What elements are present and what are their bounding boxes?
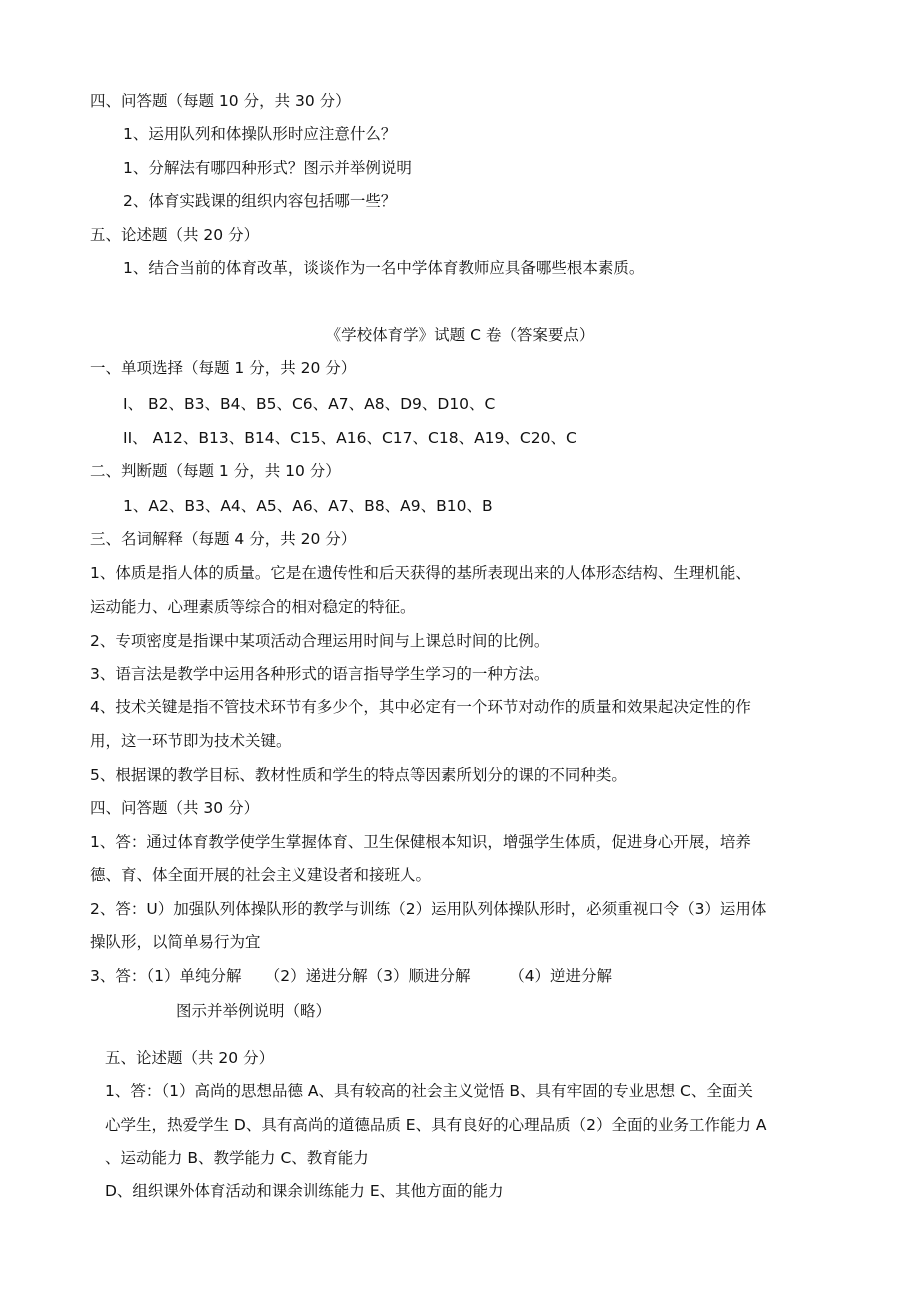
- answer-line: 2、答：U）加强队列体操队形的教学与训练（2）运用队列体操队形时，必须重视口令（3）运用体: [90, 900, 767, 918]
- question-line: 1、结合当前的体育改革，谈谈作为一名中学体育教师应具备哪些根本素质。: [123, 259, 645, 277]
- question-line: 1、分解法有哪四种形式？图示并举例说明: [123, 159, 412, 177]
- section-heading: 五、论述题（共 20 分）: [105, 1049, 275, 1067]
- answer-line: II、 A12、B13、B14、C15、A16、C17、C18、A19、C20、C: [123, 429, 577, 447]
- answer-line: 用，这一环节即为技术关键。: [90, 732, 292, 750]
- answer-line: 运动能力、心理素质等综合的相对稳定的特征。: [90, 598, 416, 616]
- answer-line: 操队形，以简单易行为宜: [90, 933, 261, 951]
- answer-key-title: 《学校体育学》试题 C 卷（答案要点）: [325, 326, 595, 344]
- answer-line: 3、语言法是教学中运用各种形式的语言指导学生学习的一种方法。: [90, 665, 550, 683]
- section-heading: 一、单项选择（每题 1 分，共 20 分）: [90, 359, 357, 377]
- section-heading: 三、名词解释（每题 4 分，共 20 分）: [90, 530, 357, 548]
- answer-line: D、组织课外体育活动和课余训练能力 E、其他方面的能力: [105, 1182, 504, 1200]
- answer-line: 2、专项密度是指课中某项活动合理运用时间与上课总时间的比例。: [90, 632, 550, 650]
- section-heading: 五、论述题（共 20 分）: [90, 226, 260, 244]
- answer-line: 1、答：（1）高尚的思想品德 A、具有较高的社会主义觉悟 B、具有牢固的专业思想 C、全面关: [105, 1082, 753, 1100]
- section-heading: 二、判断题（每题 1 分，共 10 分）: [90, 462, 341, 480]
- answer-line: 5、根据课的教学目标、教材性质和学生的特点等因素所划分的课的不同种类。: [90, 766, 627, 784]
- answer-line: 德、育、体全面开展的社会主义建设者和接班人。: [90, 866, 432, 884]
- answer-line: 1、体质是指人体的质量。它是在遗传性和后天获得的基所表现出来的人体形态结构、生理机能、: [90, 564, 751, 582]
- answer-line: 1、答：通过体育教学使学生掌握体育、卫生保健根本知识，增强学生体质，促进身心开展，培养: [90, 833, 751, 851]
- answer-line: 1、A2、B3、A4、A5、A6、A7、B8、A9、B10、B: [123, 497, 493, 515]
- section-heading: 四、问答题（共 30 分）: [90, 799, 260, 817]
- answer-line: I、 B2、B3、B4、B5、C6、A7、A8、D9、D10、C: [123, 395, 496, 413]
- question-line: 1、运用队列和体操队形时应注意什么？: [123, 125, 397, 143]
- answer-line: 、运动能力 B、教学能力 C、教育能力: [105, 1149, 369, 1167]
- answer-line: 心学生，热爱学生 D、具有高尚的道德品质 E、具有良好的心理品质（2）全面的业务工作能力 A: [105, 1116, 767, 1134]
- answer-line: 3、答：（1）单纯分解 （2）递进分解（3）顺进分解 （4）逆进分解: [90, 967, 613, 985]
- answer-line: 4、技术关键是指不管技术环节有多少个，其中必定有一个环节对动作的质量和效果起决定性的作: [90, 698, 751, 716]
- answer-line: 图示并举例说明（略）: [176, 1002, 332, 1020]
- question-line: 2、体育实践课的组织内容包括哪一些？: [123, 192, 397, 210]
- section-heading: 四、问答题（每题 10 分，共 30 分）: [90, 92, 351, 110]
